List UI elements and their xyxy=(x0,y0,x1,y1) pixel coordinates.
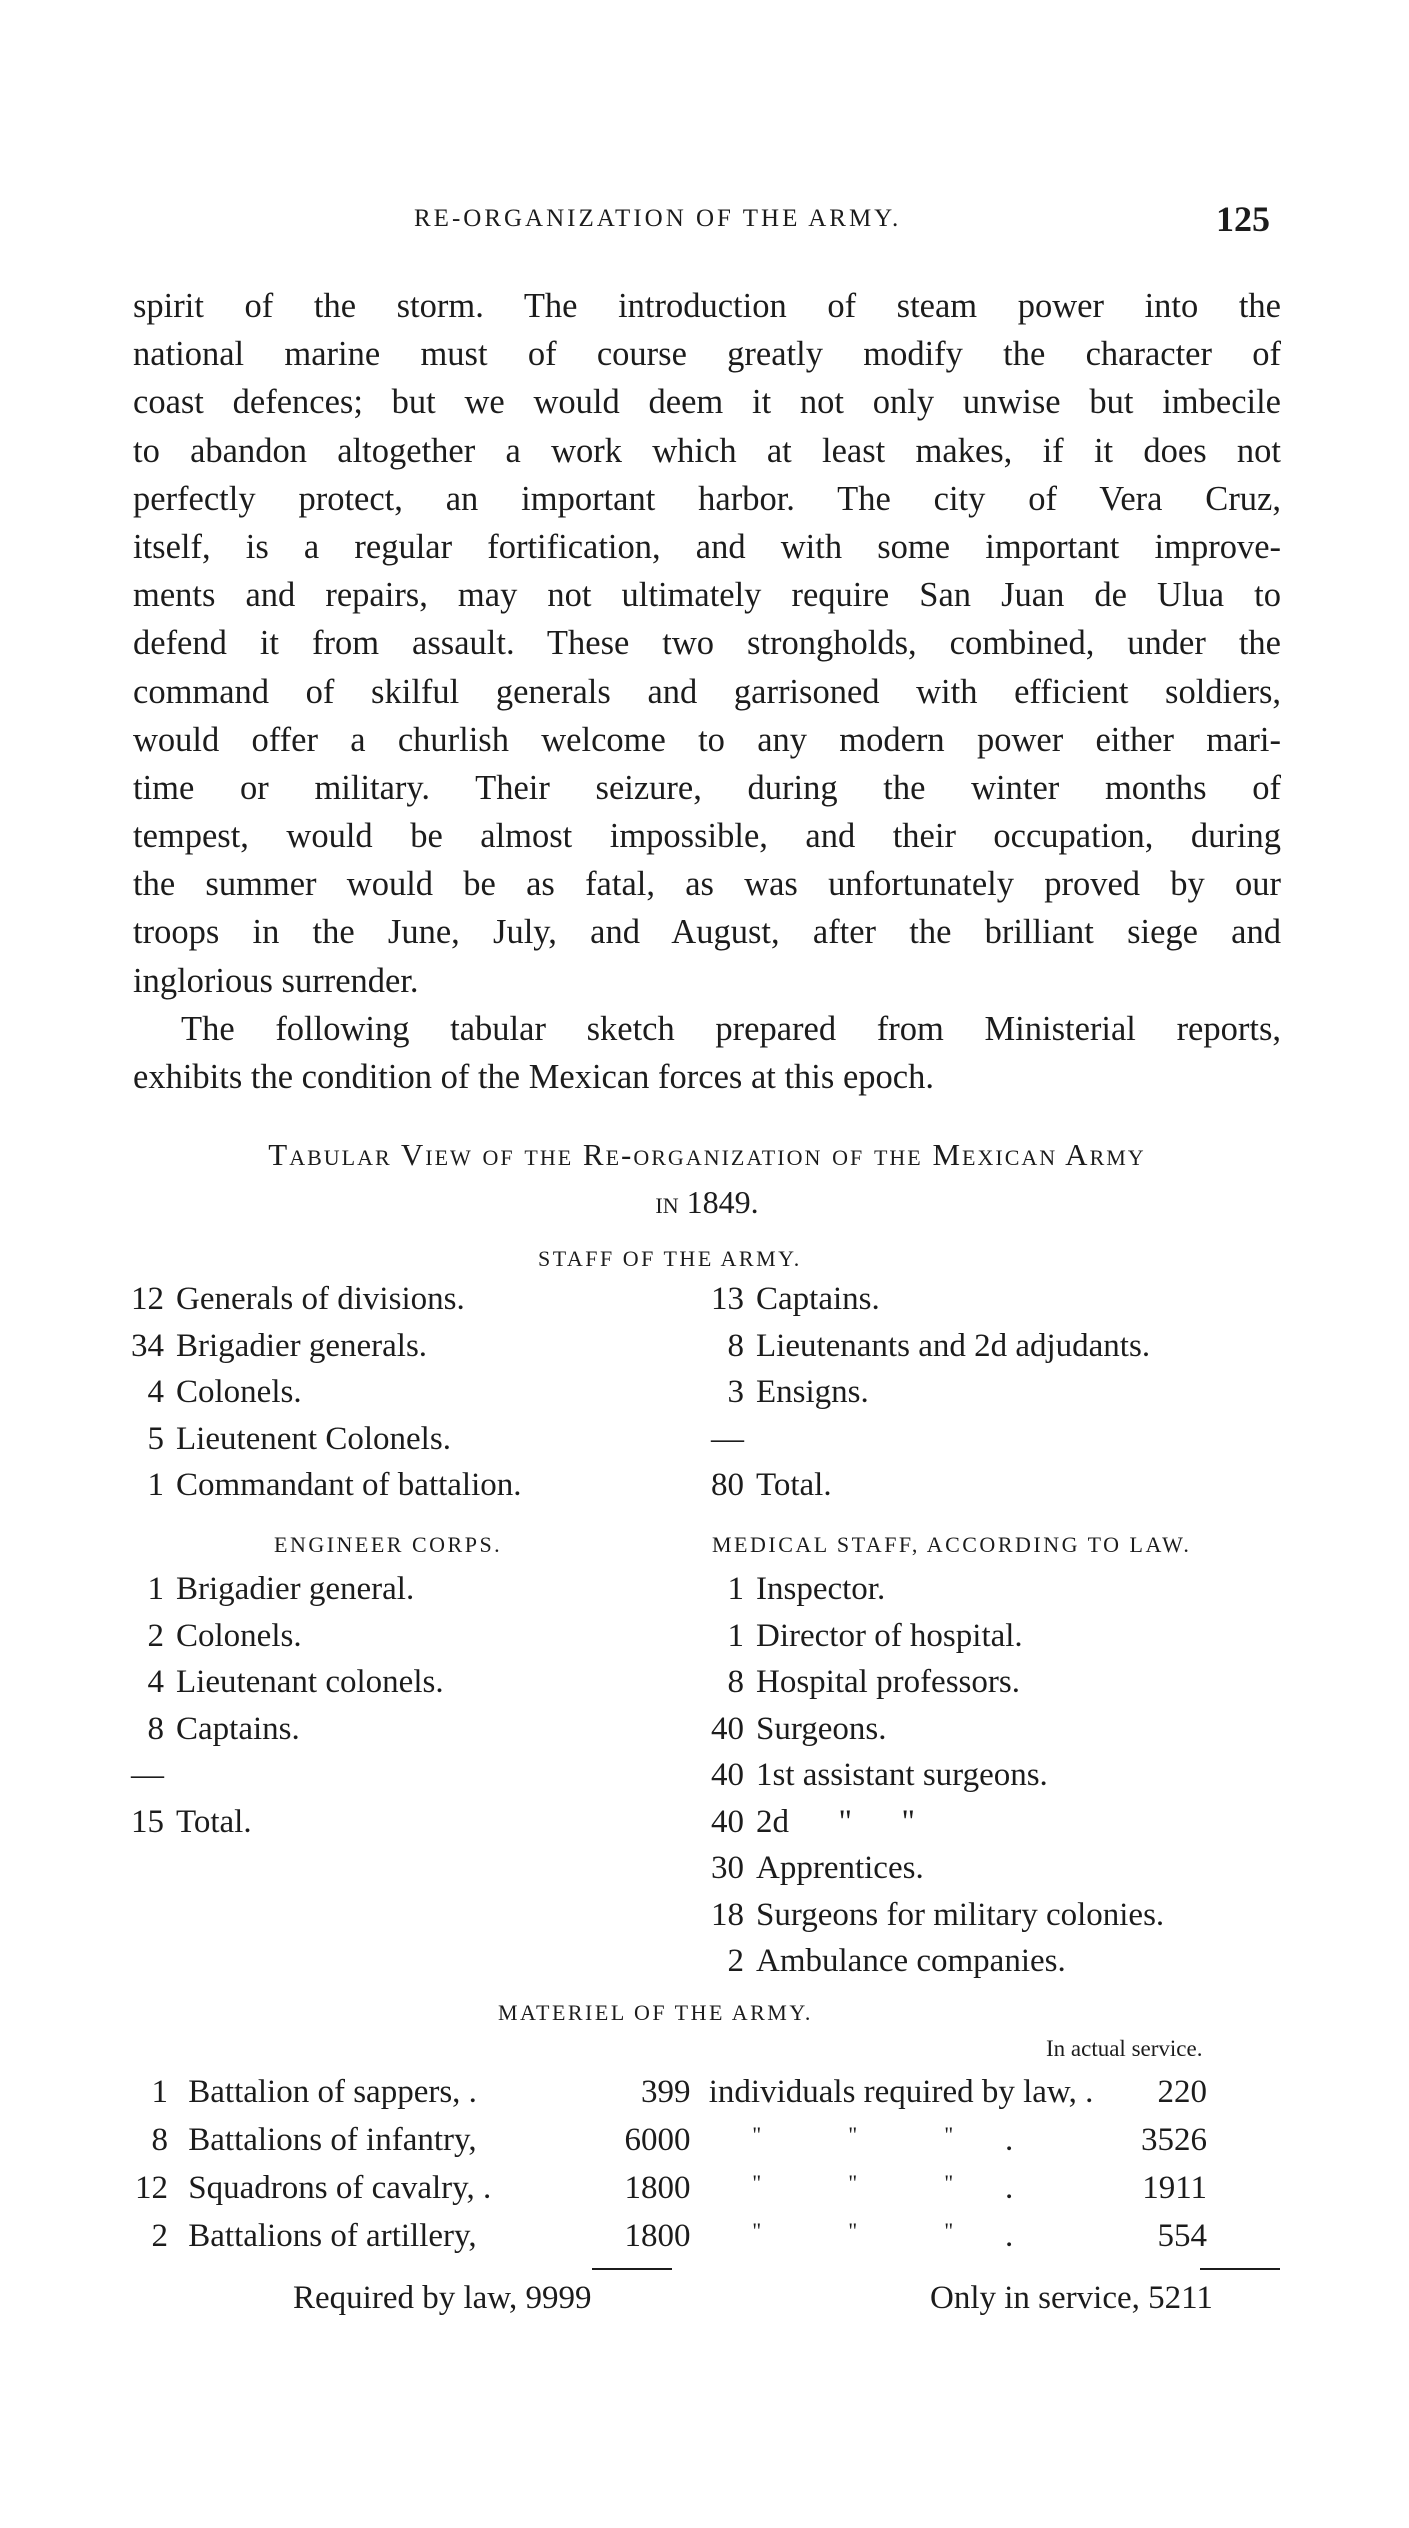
list-item: 34 Brigadier generals. xyxy=(131,1327,428,1364)
list-item: 40 2d " " xyxy=(711,1803,915,1840)
list-item: 80 Total. xyxy=(711,1467,832,1503)
list-item: 1 Director of hospital. xyxy=(727,1617,1023,1654)
text-line: spirit of the storm. The introduction of steam power into the xyxy=(133,287,1281,325)
list-item: 1 Inspector. xyxy=(727,1571,886,1607)
list-item: 13 Captains. xyxy=(711,1281,880,1317)
list-item: 15 Total. xyxy=(131,1803,252,1840)
list-item: — xyxy=(131,1757,164,1793)
materiel-row: 8 Battalions of infantry, 6000 " " " . 3526 xyxy=(151,2122,1207,2158)
total-required: Required by law, 9999 xyxy=(293,2280,592,2316)
list-item: 1 Brigadier general. xyxy=(147,1571,415,1607)
sum-rule xyxy=(1200,2268,1280,2270)
text-line: perfectly protect, an important harbor. The city of Vera Cruz, xyxy=(133,479,1281,518)
list-item: 8 Lieutenants and 2d adjudants. xyxy=(727,1327,1151,1364)
text-line: ments and repairs, may not ultimately require San Juan de Ulua to xyxy=(133,576,1281,615)
list-item: 40 1st assistant surgeons. xyxy=(711,1757,1048,1793)
list-item: 5 Lieutenent Colonels. xyxy=(147,1420,451,1457)
list-item: — xyxy=(711,1420,744,1457)
list-item: 12 Generals of divisions. xyxy=(131,1281,465,1317)
text-line: The following tabular sketch prepared from Ministerial reports, xyxy=(181,1009,1281,1048)
text-line: tempest, would be almost impossible, and their occupation, during xyxy=(133,817,1281,856)
sum-rule xyxy=(592,2268,672,2270)
text-line: exhibits the condition of the Mexican forces at this epoch. xyxy=(133,1058,934,1096)
total-service: Only in service, 5211 xyxy=(930,2280,1213,2316)
running-title: RE-ORGANIZATION OF THE ARMY. xyxy=(414,205,902,232)
text-line: command of skilful generals and garrisoned with efficient soldiers, xyxy=(133,672,1281,711)
table-title-year: in 1849. xyxy=(655,1184,759,1220)
list-item: 40 Surgeons. xyxy=(711,1710,887,1747)
materiel-row: 2 Battalions of artillery, 1800 " " " . 554 xyxy=(151,2218,1207,2254)
staff-left-list xyxy=(120,1276,522,1509)
list-item: 2 Ambulance companies. xyxy=(727,1943,1066,1979)
list-item: 3 Ensigns. xyxy=(727,1374,869,1410)
text-line: national marine must of course greatly modify the character of xyxy=(133,335,1281,374)
text-line: itself, is a regular fortification, and with some important improve- xyxy=(133,527,1281,566)
staff-heading: STAFF OF THE ARMY. xyxy=(538,1246,802,1271)
text-line: time or military. Their seizure, during the winter months of xyxy=(133,768,1281,807)
list-item: 18 Surgeons for military colonies. xyxy=(711,1896,1165,1933)
list-item: 4 Colonels. xyxy=(147,1374,302,1410)
list-item: 8 Hospital professors. xyxy=(727,1664,1020,1700)
table-title: Tabular View of the Re-organization of the Mexican Army xyxy=(268,1137,1146,1172)
text-line: inglorious surrender. xyxy=(133,961,419,1000)
text-line: to abandon altogether a work which at least makes, if it does not xyxy=(133,431,1281,470)
medical-list xyxy=(700,1566,1164,1985)
text-line: would offer a churlish welcome to any modern power either mari- xyxy=(133,720,1281,759)
engineer-heading: ENGINEER CORPS. xyxy=(274,1532,503,1557)
text-line: the summer would be as fatal, as was unfortunately proved by our xyxy=(133,865,1281,904)
text-line: troops in the June, July, and August, after the brilliant siege and xyxy=(133,913,1281,952)
materiel-heading: MATERIEL OF THE ARMY. xyxy=(498,2000,813,2025)
service-column-heading: In actual service. xyxy=(1046,2036,1203,2061)
materiel-row: 12 Squadrons of cavalry, . 1800 " " " . 1911 xyxy=(135,2170,1207,2206)
medical-heading: MEDICAL STAFF, ACCORDING TO LAW. xyxy=(712,1532,1192,1557)
list-item: 8 Captains. xyxy=(147,1710,300,1747)
list-item: 1 Commandant of battalion. xyxy=(147,1467,522,1503)
materiel-row: 1 Battalion of sappers, . 399 individuals required by law, . 220 xyxy=(151,2074,1207,2110)
list-item: 30 Apprentices. xyxy=(711,1850,924,1886)
staff-right-list xyxy=(700,1276,1150,1509)
body-text xyxy=(133,282,1281,1101)
engineer-list xyxy=(120,1566,444,1845)
text-line: coast defences; but we would deem it not only unwise but imbecile xyxy=(133,383,1281,422)
list-item: 2 Colonels. xyxy=(147,1617,302,1654)
list-item: 4 Lieutenant colonels. xyxy=(147,1664,444,1700)
page-number: 125 xyxy=(1216,199,1270,239)
text-line: defend it from assault. These two strongholds, combined, under the xyxy=(133,624,1281,663)
